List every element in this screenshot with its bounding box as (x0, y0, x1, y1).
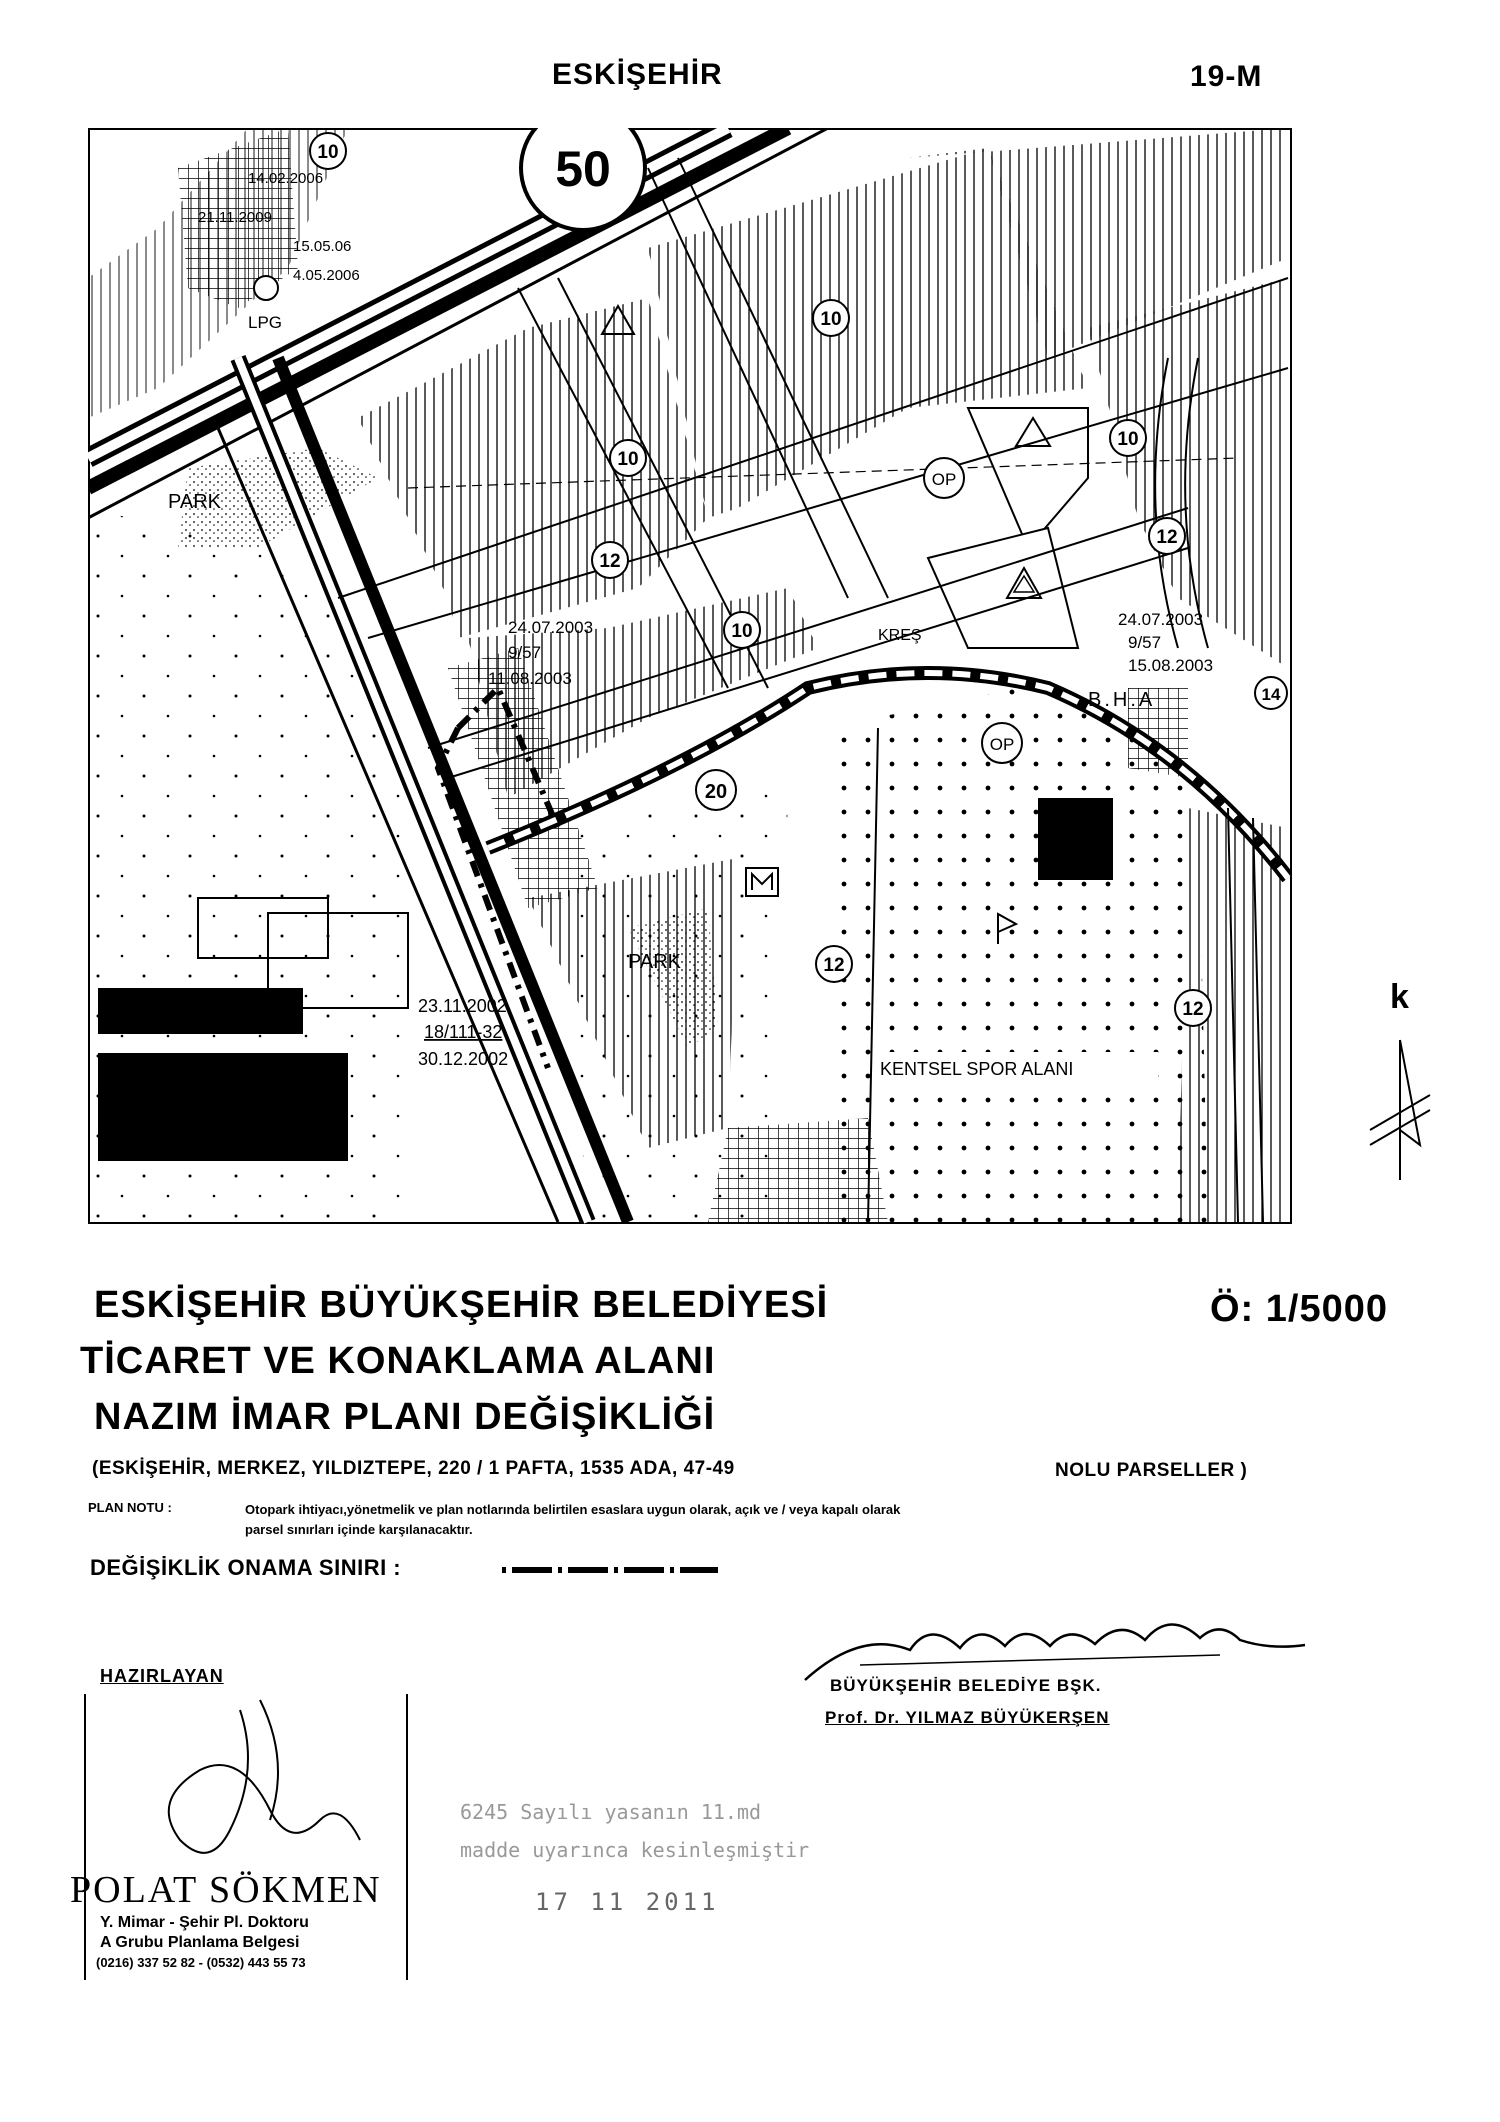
date-annotation: 21.11.2009 (198, 209, 272, 226)
date-annotation: 23.11.2002 (418, 996, 507, 1016)
preparer-phones: (0216) 337 52 82 - (0532) 443 55 73 (96, 1955, 306, 1970)
date-annotation: 24.07.2003 (1118, 610, 1204, 629)
floor-count-label: 10 (317, 142, 339, 163)
floor-count-label: 10 (617, 449, 639, 470)
plan-note-text: Otopark ihtiyacı,yönetmelik ve plan notlarında belirtilen esaslara uygun olarak, açık ve / veya kapalı olarak (245, 1502, 901, 1517)
sports-area-label: KENTSEL SPOR ALANI (880, 1059, 1074, 1079)
park-label: PARK (168, 491, 221, 513)
parcel-info-end: NOLU PARSELLER ) (1055, 1460, 1248, 1481)
parcel-info: (ESKİŞEHİR, MERKEZ, YILDIZTEPE, 220 / 1 PAFTA, 1535 ADA, 47-49 (92, 1458, 735, 1479)
date-annotation: 24.07.2003 (508, 618, 594, 637)
preparer-name: POLAT SÖKMEN (70, 1869, 382, 1911)
stamp-date: 17 11 2011 (535, 1888, 720, 1916)
plan-note-text-2: parsel sınırları içinde karşılanacaktır. (245, 1522, 473, 1537)
floor-count-label: 10 (1117, 429, 1139, 450)
date-annotation: 11.08.2003 (488, 669, 572, 688)
date-annotation: 9/57 (1128, 633, 1162, 652)
parking-label: OP (931, 470, 957, 489)
title-plan: NAZIM İMAR PLANI DEĞİŞİKLİĞİ (94, 1396, 716, 1438)
date-annotation: 9/57 (508, 643, 542, 662)
zoning-map (88, 128, 1292, 1224)
lpg-marker (254, 276, 278, 300)
park-label: PARK (628, 951, 681, 973)
floor-count-label: 12 (1156, 527, 1178, 548)
stamp-line-1: 6245 Sayılı yasanın 11.md (460, 1800, 762, 1824)
plan-note-label: PLAN NOTU : (88, 1500, 172, 1515)
date-annotation: 15.08.2003 (1128, 656, 1214, 675)
mayor-title: BÜYÜKŞEHİR BELEDİYE BŞK. (830, 1676, 1102, 1695)
date-annotation: 30.12.2002 (418, 1049, 509, 1069)
date-annotation: 4.05.2006 (293, 267, 360, 284)
bha-label: B.H.A (1088, 689, 1156, 711)
date-annotation: 15.05.06 (293, 238, 352, 255)
sheet-number: 19-M (1190, 60, 1263, 93)
floor-count-label: 12 (1182, 999, 1204, 1020)
mosque-icon (746, 868, 778, 896)
stamp-line-2: madde uyarınca kesinleşmiştir (460, 1838, 810, 1862)
redacted-block-1 (98, 988, 303, 1034)
preparer-class: A Grubu Planlama Belgesi (100, 1934, 300, 1951)
floor-count-label: 10 (820, 309, 842, 330)
parking-label: OP (989, 735, 1015, 754)
floor-count-label: 10 (731, 621, 753, 642)
building-block (1038, 798, 1113, 880)
title-area: TİCARET VE KONAKLAMA ALANI (80, 1340, 716, 1382)
floor-count-label: 20 (704, 781, 728, 803)
title-municipality: ESKİŞEHİR BÜYÜKŞEHİR BELEDİYESİ (94, 1284, 829, 1326)
preparer-role: Y. Mimar - Şehir Pl. Doktoru (100, 1914, 309, 1931)
date-annotation: 14.02.2006 (248, 170, 324, 187)
floor-count-label: 12 (823, 955, 845, 976)
preparer-signature (90, 1690, 400, 1890)
road-number-label: 50 (555, 141, 611, 197)
city-header: ESKİŞEHİR (552, 58, 723, 91)
lpg-label: LPG (248, 313, 283, 332)
floor-count-label: 14 (1261, 685, 1281, 704)
north-label: k (1390, 978, 1409, 1016)
sports-area (828, 688, 1208, 1222)
preparer-heading: HAZIRLAYAN (100, 1666, 224, 1686)
floor-count-label: 12 (599, 551, 621, 572)
approval-limit-label: DEĞİŞİKLİK ONAMA SINIRI : (90, 1555, 402, 1580)
north-arrow-icon (1360, 1035, 1440, 1185)
approval-limit-legend-line (500, 1560, 720, 1580)
date-annotation: 18/111-32 (424, 1022, 503, 1042)
scale-label: Ö: 1/5000 (1210, 1288, 1388, 1330)
mayor-name: Prof. Dr. YILMAZ BÜYÜKERŞEN (825, 1708, 1110, 1727)
kres-label: KREŞ (878, 627, 922, 644)
